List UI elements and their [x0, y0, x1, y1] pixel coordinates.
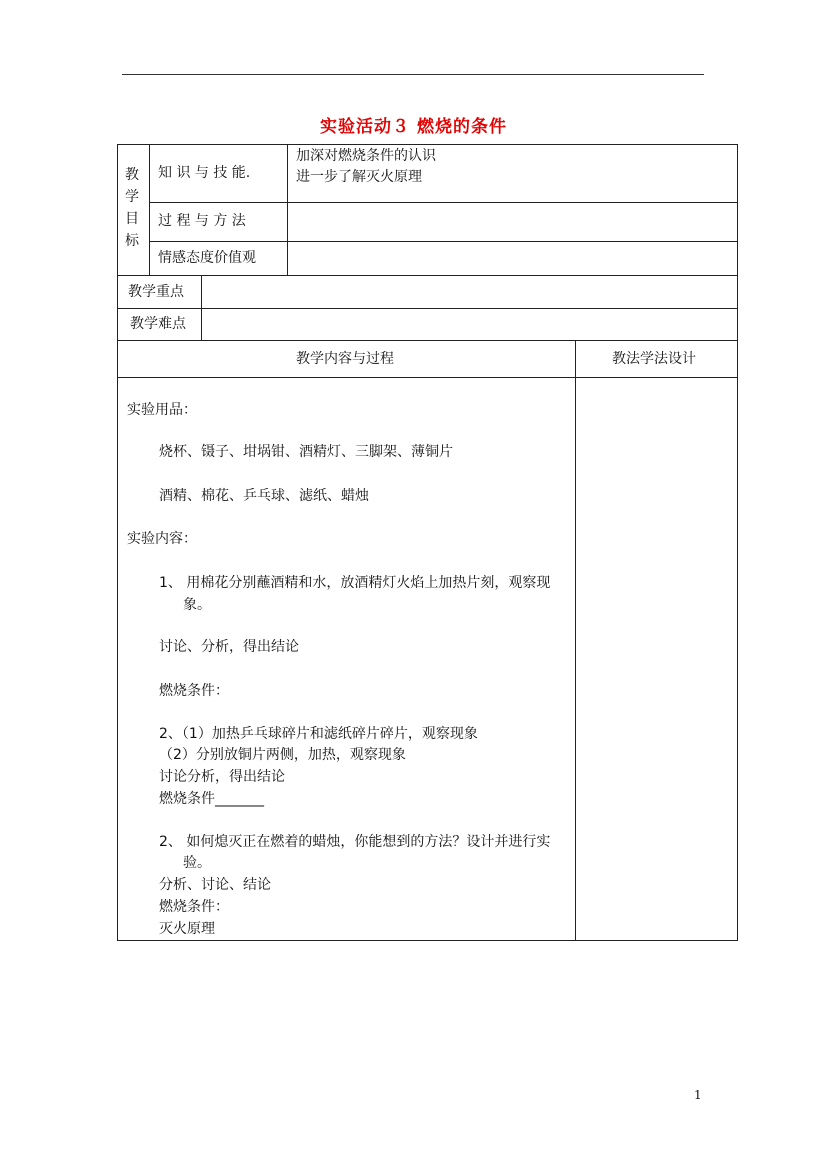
supplies-list: 烧杯、镊子、坩埚钳、酒精灯、三脚架、薄铜片	[159, 444, 453, 460]
objectives-label-char: 教	[125, 167, 139, 183]
objective-text: 进一步了解灭火原理	[296, 169, 422, 185]
objective-label-process: 过 程 与 方 法	[158, 213, 246, 229]
objective-label-attitude: 情感态度价值观	[158, 250, 256, 266]
step-text: 象。	[183, 597, 211, 613]
supplies-title: 实验用品：	[127, 402, 197, 418]
discussion-text: 讨论、分析，得出结论	[159, 639, 299, 655]
objective-label-knowledge: 知 识 与 技 能.	[158, 165, 251, 181]
condition-text: 燃烧条件_______	[159, 791, 264, 807]
condition-text: 燃烧条件：	[159, 899, 229, 915]
method-header: 教法学法设计	[612, 351, 696, 367]
objectives-label-char: 标	[125, 233, 139, 249]
principle-text: 灭火原理	[159, 921, 215, 937]
step-text: 2、 如何熄灭正在燃着的蜡烛，你能想到的方法？设计并进行实	[159, 834, 551, 850]
objectives-label-char: 目	[125, 211, 139, 227]
objectives-label-char: 学	[125, 189, 139, 205]
content-title: 实验内容：	[127, 531, 197, 547]
objective-text: 加深对燃烧条件的认识	[296, 148, 436, 164]
supplies-list: 酒精、棉花、乒乓球、滤纸、蜡烛	[159, 488, 369, 504]
step-text: 1、 用棉花分别蘸酒精和水，放酒精灯火焰上加热片刻，观察现	[159, 575, 551, 591]
discussion-text: 讨论分析，得出结论	[159, 769, 285, 785]
step-text: 验。	[183, 855, 211, 871]
step-text: 2、（1）加热乒乓球碎片和滤纸碎片碎片，观察现象	[159, 726, 478, 742]
difficulty-label: 教学难点	[130, 316, 186, 332]
page-number: 1	[694, 1088, 702, 1102]
content-header: 教学内容与过程	[296, 351, 394, 367]
key-point-label: 教学重点	[128, 284, 184, 300]
header-rule	[122, 74, 704, 75]
condition-text: 燃烧条件：	[159, 683, 229, 699]
discussion-text: 分析、讨论、结论	[159, 877, 271, 893]
key-point-row	[117, 275, 738, 309]
page-title: 实验活动３ 燃烧的条件	[320, 117, 507, 137]
step-text: （2）分别放铜片两侧，加热，观察现象	[159, 747, 406, 763]
difficulty-row	[117, 308, 738, 341]
